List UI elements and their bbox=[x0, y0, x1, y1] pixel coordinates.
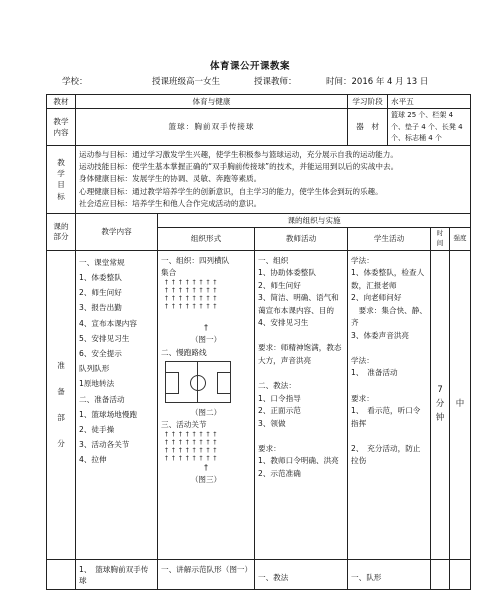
prep-content-line: 1原地转法 bbox=[79, 379, 115, 389]
prep-content-line: 4、拉伸 bbox=[79, 455, 107, 465]
teacher-position-icon: † bbox=[204, 463, 208, 473]
prep-content bbox=[76, 250, 158, 559]
student-line bbox=[351, 342, 427, 355]
basic-student-activity: 一、队形 bbox=[348, 559, 431, 589]
content-head: 教学内容 bbox=[76, 213, 158, 250]
teacher-line: 2、正面示范 bbox=[258, 406, 301, 416]
org-line: 集合 bbox=[161, 267, 177, 277]
row-prep bbox=[47, 250, 471, 559]
org-line: 三、活动关节 bbox=[161, 420, 207, 430]
lesson-plan-table bbox=[46, 94, 471, 590]
prep-content-line: 4、宣布本课内容 bbox=[79, 318, 137, 328]
student-line: 2、向老师问好 bbox=[351, 293, 402, 303]
prep-org-form bbox=[158, 250, 255, 559]
teacher-position-icon: † bbox=[204, 323, 208, 333]
prep-teacher-activity bbox=[255, 250, 348, 559]
goal-item: 心理健康目标：通过教学培养学生的创新意识，自主学习的能力，使学生体会到玩的乐趣。 bbox=[79, 186, 383, 196]
row-goals bbox=[47, 145, 471, 213]
org-form-head: 组织形式 bbox=[158, 228, 255, 251]
basic-intensity bbox=[450, 559, 471, 589]
student-act-head: 学生活动 bbox=[348, 228, 431, 251]
prep-part-text: 准备部分 bbox=[57, 361, 65, 448]
student-formation-diagram: † † † † † † † † † † † † † † † † † † † † † † † † † † † † † † † † bbox=[165, 279, 218, 310]
teacher-line: 要求：师精神饱满，教态大方，声音洪亮 bbox=[258, 343, 342, 365]
student-line: 学法： bbox=[351, 255, 374, 265]
teacher-act-head: 教师活动 bbox=[255, 228, 348, 251]
prep-content-line: 队列队形 bbox=[79, 364, 110, 374]
teacher-line bbox=[258, 430, 344, 443]
row-heads-1 bbox=[47, 213, 471, 227]
document-title: 体育课公开课教案 bbox=[209, 61, 290, 72]
student-line: 1、 准备活动 bbox=[351, 368, 398, 378]
prep-content-line: 5、安排见习生 bbox=[79, 333, 130, 343]
prep-student-activity bbox=[348, 250, 431, 559]
student-line: 3、体委声音洪亮 bbox=[351, 330, 410, 340]
figure-caption: （图一） bbox=[190, 335, 222, 345]
prep-content-line: 2、徒手操 bbox=[79, 424, 115, 434]
time-head: 时间 bbox=[431, 228, 450, 251]
prep-content-line: 1、篮球场地慢跑 bbox=[79, 409, 137, 419]
prep-content-line: 一、课堂常规 bbox=[79, 257, 125, 267]
teacher-line: 1、协助体委整队 bbox=[258, 268, 316, 278]
student-line: 学法： bbox=[351, 355, 374, 365]
student-line: 2、 充分活动，防止拉伤 bbox=[351, 443, 421, 466]
goals-label-text: 教学目标 bbox=[57, 157, 65, 201]
org-line: 二、慢跑路线 bbox=[161, 347, 207, 357]
court-key-left bbox=[166, 372, 179, 394]
basic-content: 1、 篮球胸前双手传球 bbox=[76, 559, 158, 589]
date-label: 时间：2016 年 4 月 13 日 bbox=[326, 77, 429, 87]
content-value: 篮球：胸前双手传接球 bbox=[76, 109, 348, 146]
basic-org-form: 一、讲解示范队形（图一） bbox=[158, 559, 255, 589]
prep-intensity: 中 bbox=[450, 250, 471, 559]
student-line: 1、 看示范，听口令指挥 bbox=[351, 406, 421, 428]
class-label: 授课班级高一女生 bbox=[152, 77, 221, 87]
goal-item: 运动参与目标：通过学习激发学生兴趣，使学生积极参与篮球运动，充分展示自我的运动能力。 bbox=[79, 150, 398, 160]
part-head-text: 课的部分 bbox=[53, 221, 69, 241]
stage-label: 学习阶段 bbox=[348, 95, 388, 109]
teacher-line: 2、师生问好 bbox=[258, 280, 301, 290]
teacher-line: 要求： bbox=[258, 443, 281, 453]
goal-item: 社会适应目标：培养学生和他人合作完成活动的意识。 bbox=[79, 198, 262, 208]
prep-content-line: 二、准备活动 bbox=[79, 394, 125, 404]
teacher-line bbox=[258, 367, 344, 380]
prep-time bbox=[431, 250, 450, 559]
goal-item: 身体健康目标：发展学生的协调、灵敏、奔跑等素质。 bbox=[79, 174, 262, 184]
student-line: 要求：集合快、静、齐 bbox=[351, 305, 427, 328]
teacher-line bbox=[258, 330, 344, 343]
prep-part-label bbox=[47, 250, 76, 559]
warmup-formation-diagram: † † † † † † † † † † † † † † † † † † † † † † † † † † † † † † † † bbox=[165, 431, 218, 462]
teacher-line: 3、简洁、明确、语气和蔼宣布本课内容、目的 bbox=[258, 293, 339, 315]
basic-time bbox=[431, 559, 450, 589]
goal-item: 运动技能目标：使学生基本掌握正确的“双手胸前传接球”的技术，并能运用到以后的实战中去。 bbox=[79, 162, 399, 172]
student-line bbox=[351, 380, 427, 393]
basic-part-label bbox=[47, 559, 76, 589]
textbook-label: 教材 bbox=[47, 95, 76, 109]
teacher-line: 2、示范准确 bbox=[258, 468, 301, 478]
prep-content-line: 2、师生问好 bbox=[79, 288, 122, 298]
row-content bbox=[47, 109, 471, 146]
student-line: 要求： bbox=[351, 393, 374, 403]
org-line: 一、组织：四列横队 bbox=[161, 255, 230, 265]
court-key-right bbox=[217, 372, 230, 394]
goals-label bbox=[47, 145, 76, 213]
figure-caption: （图二） bbox=[190, 407, 222, 417]
basic-teacher-activity: 一、教法 bbox=[255, 559, 348, 589]
figure-caption: （图三） bbox=[190, 475, 222, 485]
school-label: 学校： bbox=[62, 77, 88, 87]
teacher-line: 二、教法： bbox=[258, 381, 296, 390]
prep-content-line: 3、报告出勤 bbox=[79, 303, 122, 313]
part-head bbox=[47, 213, 76, 250]
basketball-court-diagram bbox=[165, 361, 231, 403]
equipment-value: 篮球 25 个、栏架 4 个、垫子 4 个、长凳 4 个、标志桶 4 个 bbox=[388, 109, 471, 146]
stage-value: 水平五 bbox=[388, 95, 471, 109]
court-center-circle bbox=[190, 375, 206, 391]
prep-content-line: 3、活动各关节 bbox=[79, 440, 130, 450]
teacher-line: 一、组织 bbox=[258, 255, 289, 265]
prep-time-text: 7 分钟 bbox=[435, 385, 445, 423]
teacher-line: 1、教师口令明确、洪亮 bbox=[258, 456, 339, 466]
goals-list bbox=[76, 145, 471, 213]
teacher-line: 1、口令指导 bbox=[258, 393, 301, 403]
intensity-head: 强度 bbox=[450, 228, 471, 251]
prep-content-line: 1、体委整队 bbox=[79, 273, 122, 283]
teacher-line: 3、领做 bbox=[258, 418, 286, 428]
row-textbook bbox=[47, 95, 471, 109]
student-line bbox=[351, 430, 427, 443]
teacher-label: 授课教师： bbox=[254, 77, 297, 87]
student-line: 1、体委整队，检查人数，汇报老师 bbox=[351, 268, 425, 290]
prep-content-line: 6、安全提示 bbox=[79, 348, 122, 358]
org-impl-head: 课的组织与实施 bbox=[158, 213, 471, 227]
textbook-value: 体育与健康 bbox=[76, 95, 348, 109]
equipment-label: 器 材 bbox=[348, 109, 388, 146]
content-label: 教学内容 bbox=[47, 109, 76, 146]
row-basic bbox=[47, 559, 471, 589]
teacher-line: 4、安排见习生 bbox=[258, 318, 309, 328]
